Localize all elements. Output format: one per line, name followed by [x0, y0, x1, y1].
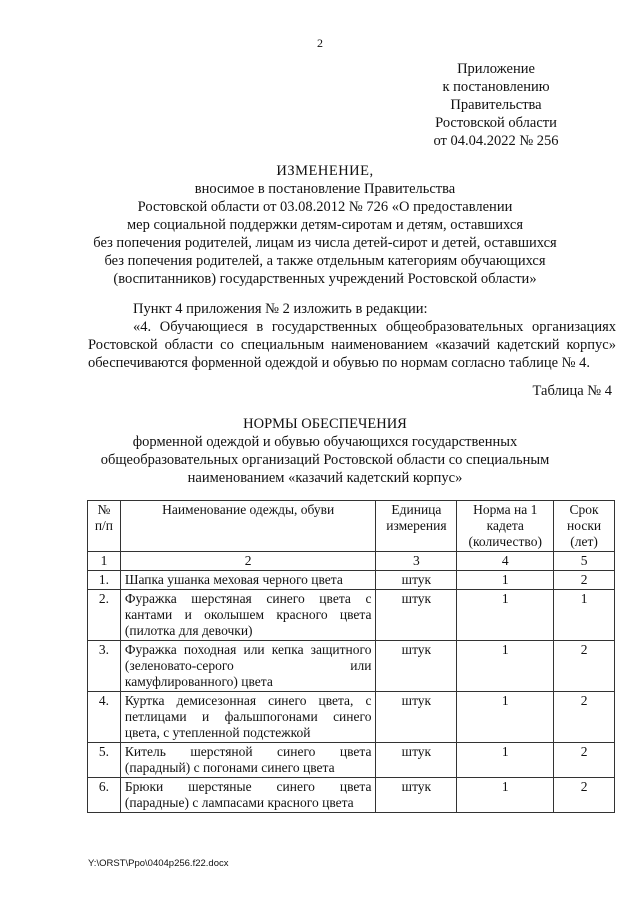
header-num: № п/п	[88, 501, 121, 552]
row-term: 1	[554, 590, 615, 641]
row-norm: 1	[457, 641, 554, 692]
change-line: мер социальной поддержки детям-сиротам и детям, оставшихся	[126, 217, 523, 233]
table-row	[88, 571, 615, 590]
appendix-line: Правительства	[450, 97, 542, 113]
row-num: 1.	[88, 571, 121, 590]
row-num: 3.	[88, 641, 121, 692]
row-name: Фуражка походная или кепка защитного (зеленовато-серого или камуфлированного) цвета	[120, 641, 376, 692]
change-line: вносимое в постановление Правительства	[194, 181, 456, 197]
appendix-block	[406, 60, 586, 150]
body-paragraph-2: «4. Обучающиеся в государственных общеобразовательных организациях Ростовской области со специальным наименованием «казачий кадетский корпус» обеспечиваются форменной одеждой и обувью по нормам согласно таблице № 4.	[88, 319, 616, 371]
table-index-row	[88, 552, 615, 571]
change-title: ИЗМЕНЕНИЕ,	[276, 163, 374, 179]
change-line: Ростовской области от 03.08.2012 № 726 «О предоставлении	[137, 199, 513, 215]
row-unit: штук	[376, 743, 457, 778]
row-term: 2	[554, 692, 615, 743]
row-name: Фуражка шерстяная синего цвета с кантами и околышем красного цвета (пилотка для девочки)	[120, 590, 376, 641]
norms-heading	[60, 415, 590, 487]
table-label: Таблица № 4	[532, 383, 612, 399]
header-norm: Норма на 1 кадета (количество)	[457, 501, 554, 552]
row-name: Брюки шерстяные синего цвета (парадные) с лампасами красного цвета	[120, 778, 376, 813]
row-term: 2	[554, 641, 615, 692]
table-row	[88, 778, 615, 813]
row-name: Китель шерстяной синего цвета (парадный) с погонами синего цвета	[120, 743, 376, 778]
norms-title: НОРМЫ ОБЕСПЕЧЕНИЯ	[243, 416, 407, 432]
norms-line: форменной одеждой и обувью обучающихся государственных	[132, 434, 518, 450]
norms-line: общеобразовательных организаций Ростовской области со специальным	[100, 452, 550, 468]
file-path-footer: Y:\ORST\Ppo\0404p256.f22.docx	[88, 858, 229, 869]
row-term: 2	[554, 571, 615, 590]
row-num: 2.	[88, 590, 121, 641]
page-number: 2	[317, 36, 323, 50]
table-row	[88, 590, 615, 641]
table-row	[88, 692, 615, 743]
index-cell: 5	[554, 552, 615, 571]
row-term: 2	[554, 743, 615, 778]
row-norm: 1	[457, 571, 554, 590]
row-norm: 1	[457, 692, 554, 743]
appendix-line: к постановлению	[442, 79, 550, 95]
row-unit: штук	[376, 571, 457, 590]
row-unit: штук	[376, 692, 457, 743]
header-unit: Единица измерения	[376, 501, 457, 552]
index-cell: 4	[457, 552, 554, 571]
table-header-row	[88, 501, 615, 552]
row-num: 5.	[88, 743, 121, 778]
row-name: Шапка ушанка меховая черного цвета	[120, 571, 376, 590]
table-row	[88, 743, 615, 778]
header-name: Наименование одежды, обуви	[120, 501, 376, 552]
table-row	[88, 641, 615, 692]
index-cell: 1	[88, 552, 121, 571]
row-num: 4.	[88, 692, 121, 743]
row-norm: 1	[457, 590, 554, 641]
appendix-line: от 04.04.2022 № 256	[433, 133, 559, 149]
change-line: без попечения родителей, а также отдельным категориям обучающихся	[104, 253, 546, 269]
row-unit: штук	[376, 778, 457, 813]
row-norm: 1	[457, 743, 554, 778]
index-cell: 3	[376, 552, 457, 571]
row-norm: 1	[457, 778, 554, 813]
row-unit: штук	[376, 641, 457, 692]
change-heading	[60, 162, 590, 288]
norms-line: наименованием «казачий кадетский корпус»	[187, 470, 463, 486]
change-line: без попечения родителей, лицам из числа детей-сирот и детей, оставшихся	[93, 235, 557, 251]
change-line: (воспитанников) государственных учреждений Ростовской области»	[113, 271, 537, 287]
row-term: 2	[554, 778, 615, 813]
header-term: Срок носки (лет)	[554, 501, 615, 552]
appendix-line: Приложение	[457, 61, 535, 77]
body-paragraph-1: Пункт 4 приложения № 2 изложить в редакции:	[133, 301, 428, 317]
norms-table	[87, 500, 615, 813]
appendix-line: Ростовской области	[435, 115, 557, 131]
row-name: Куртка демисезонная синего цвета, с петлицами и фальшпогонами синего цвета, с утепленной подстежкой	[120, 692, 376, 743]
index-cell: 2	[120, 552, 376, 571]
row-num: 6.	[88, 778, 121, 813]
row-unit: штук	[376, 590, 457, 641]
